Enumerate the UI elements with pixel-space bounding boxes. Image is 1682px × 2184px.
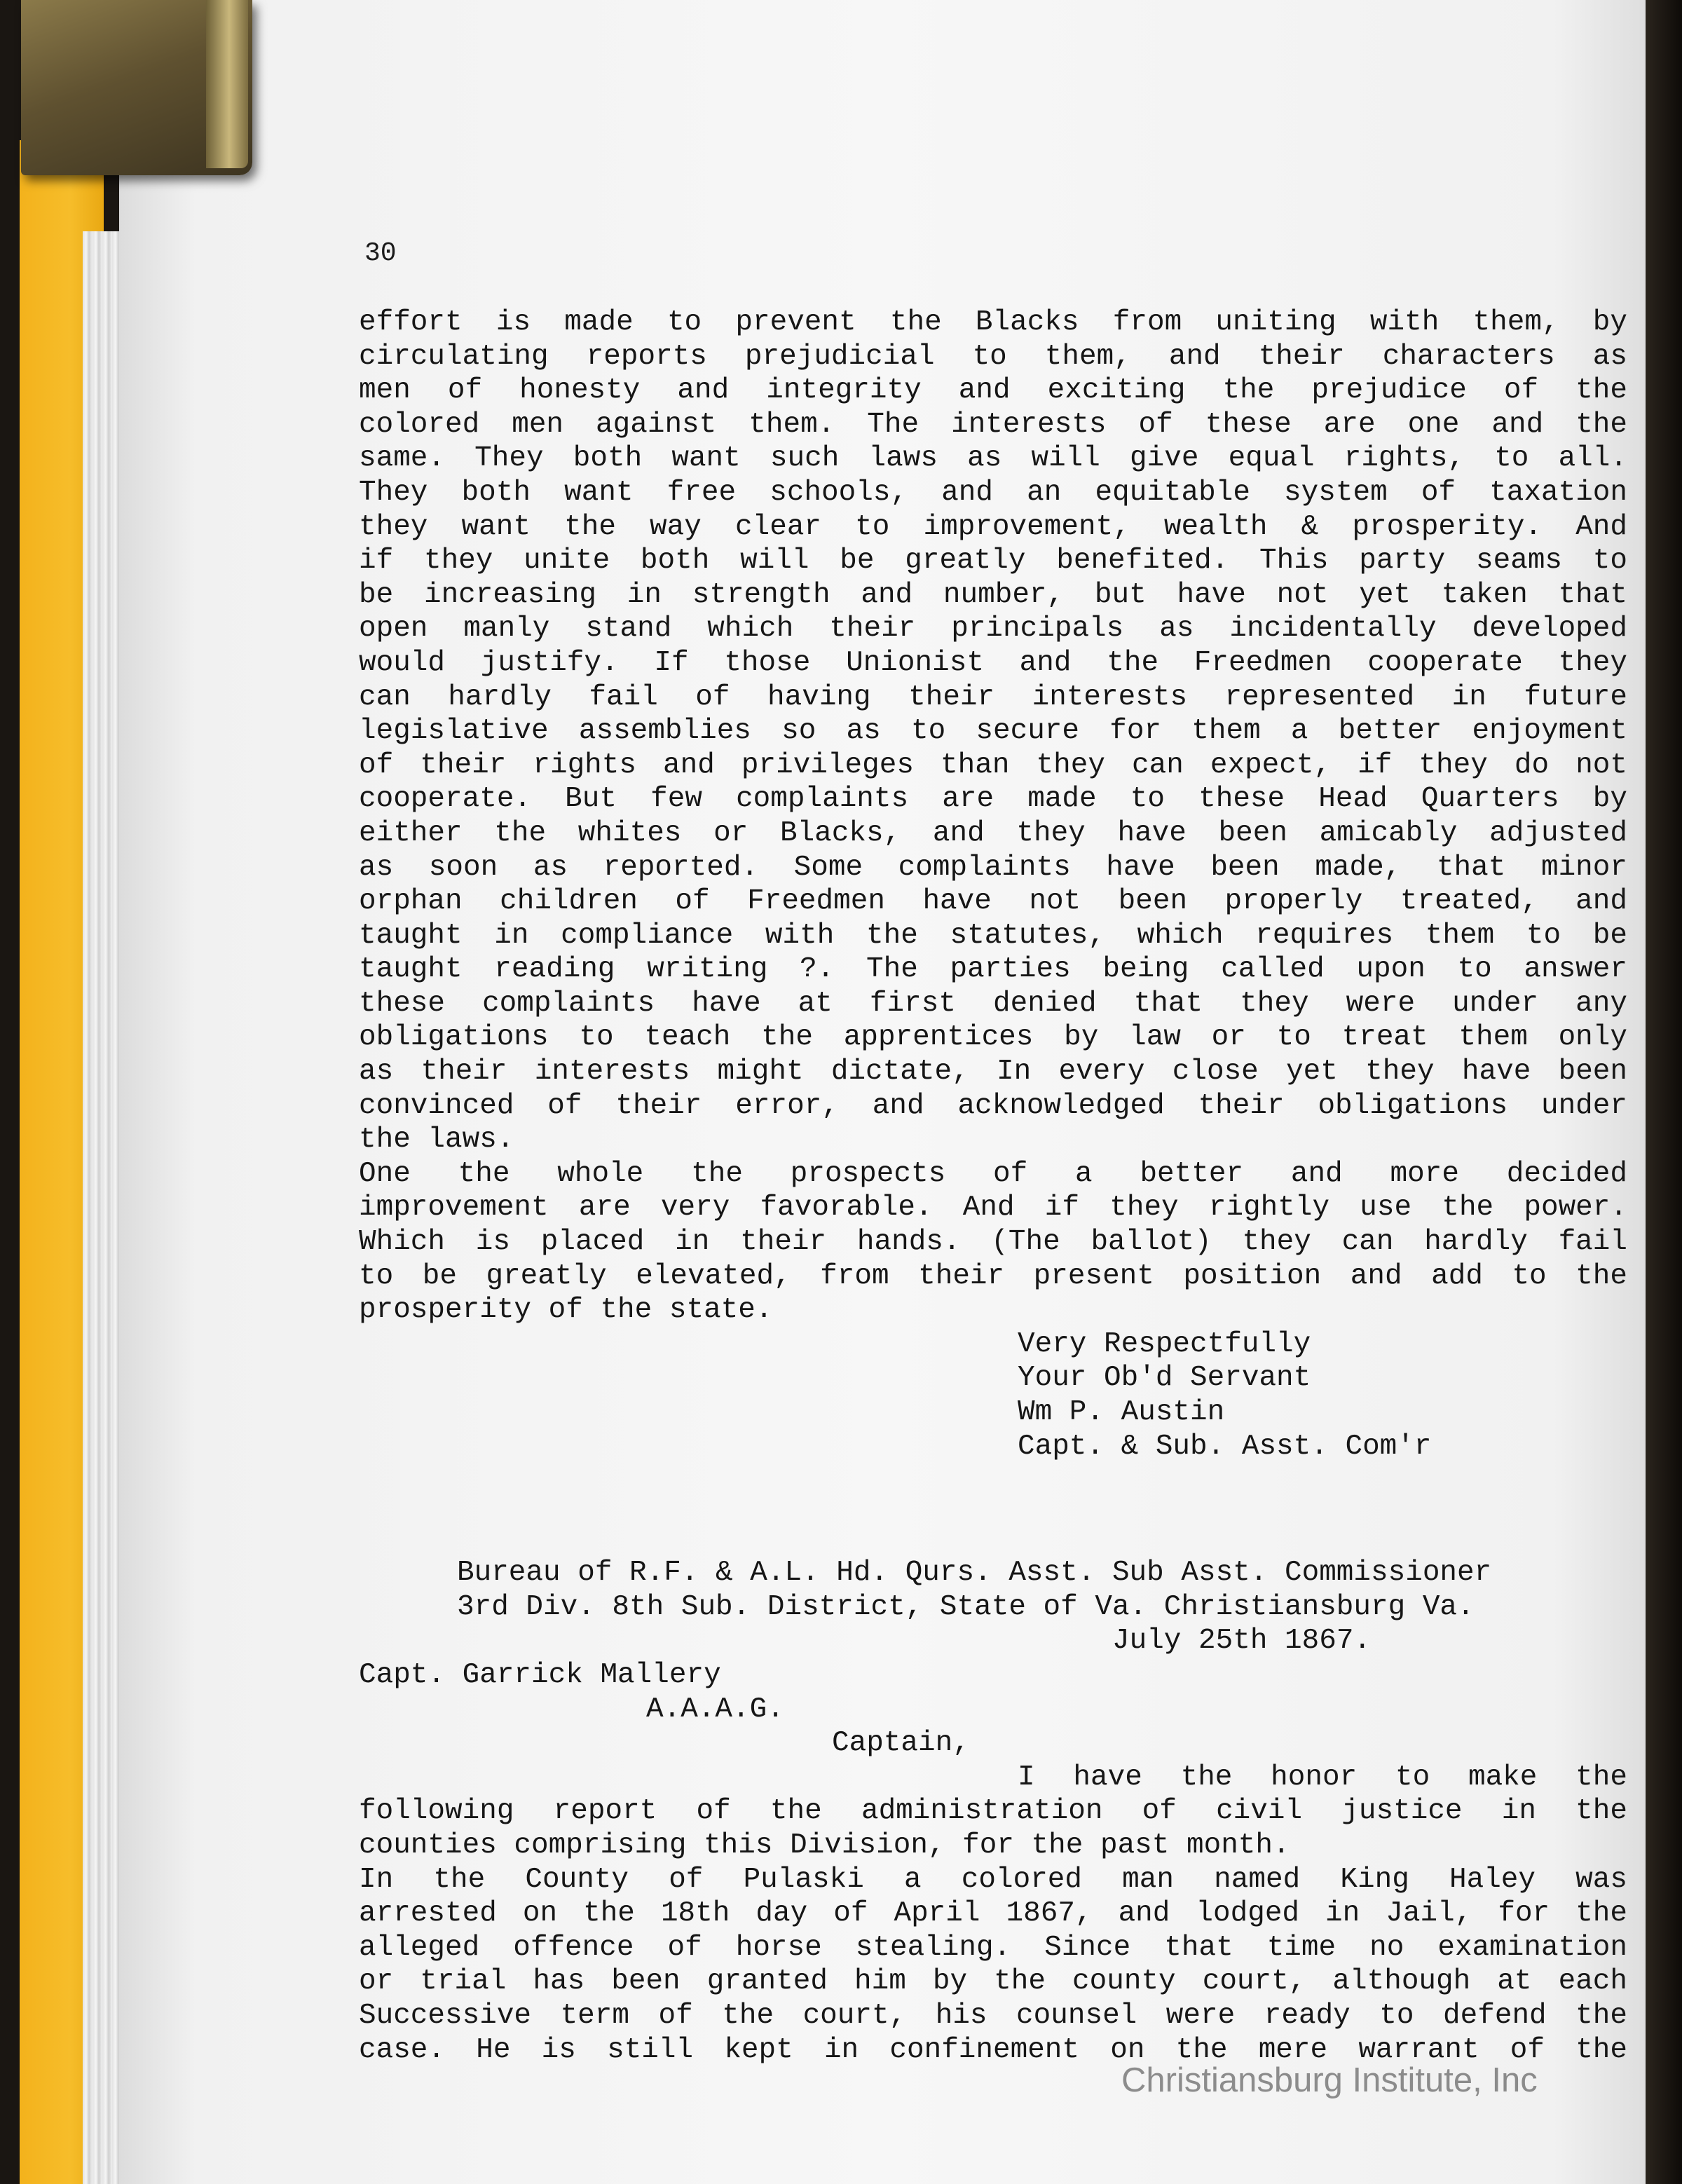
text-line: open manly stand which their principals as incidentally developed	[359, 613, 1627, 646]
text-line: these complaints have at first denied that they were under any	[359, 987, 1627, 1020]
text-line: if they unite both will be greatly benefited. This party seams to	[359, 545, 1627, 578]
page-number: 30	[364, 238, 397, 268]
heading-line: 3rd Div. 8th Sub. District, State of Va. Christiansburg Va.	[457, 1590, 1475, 1623]
text-line: the laws.	[359, 1124, 514, 1156]
text-line: improvement are very favorable. And if they rightly use the power.	[359, 1192, 1627, 1224]
right-background	[1646, 0, 1682, 2184]
text-line: I have the honor to make the	[1018, 1761, 1627, 1794]
text-line: prosperity of the state.	[359, 1294, 773, 1327]
letter1-body	[359, 306, 1627, 1157]
signature-servant: Your Ob'd Servant	[1018, 1362, 1311, 1395]
text-line: either the whites or Blacks, and they have been amicably adjusted	[359, 817, 1627, 849]
letter2-heading	[457, 1556, 1627, 1624]
document-text	[359, 238, 1627, 2067]
text-line: They both want free schools, and an equitable system of taxation	[359, 476, 1627, 509]
text-line: orphan children of Freedmen have not been properly treated, and	[359, 885, 1627, 918]
text-line: can hardly fail of having their interests represented in future	[359, 681, 1627, 714]
text-line: legislative assemblies so as to secure for them a better enjoyment	[359, 715, 1627, 748]
text-line: or trial has been granted him by the county court, although at each	[359, 1965, 1627, 1998]
letter2-body	[359, 1863, 1627, 2068]
letter-date: July 25th 1867.	[1112, 1625, 1372, 1658]
text-line: men of honesty and integrity and exciting the prejudice of the	[359, 374, 1627, 407]
text-line: as their interests might dictate, In every close yet they have been	[359, 1056, 1627, 1088]
text-line: of their rights and privileges than they can expect, if they do not	[359, 749, 1627, 782]
letter1-closing-paragraph	[359, 1157, 1627, 1328]
text-line: case. He is still kept in confinement on the mere warrant of the	[359, 2033, 1627, 2066]
text-line: effort is made to prevent the Blacks from uniting with them, by	[359, 306, 1627, 339]
text-line: counties comprising this Division, for the past month.	[359, 1829, 1290, 1862]
text-line: same. They both want such laws as will give equal rights, to all.	[359, 442, 1627, 475]
salutation: Captain,	[832, 1727, 970, 1760]
text-line: as soon as reported. Some complaints have been made, that minor	[359, 851, 1627, 884]
heading-line: Bureau of R.F. & A.L. Hd. Qurs. Asst. Sub Asst. Commissioner	[457, 1557, 1492, 1590]
text-line: be increasing in strength and number, but have not yet taken that	[359, 578, 1627, 611]
signature-closing: Very Respectfully	[1018, 1328, 1311, 1360]
addressee-title: A.A.A.G.	[646, 1693, 784, 1726]
text-line: following report of the administration of civil justice in the	[359, 1795, 1627, 1828]
watermark: Christiansburg Institute, Inc	[1121, 2061, 1538, 2099]
text-line: colored men against them. The interests of these are one and the	[359, 408, 1627, 441]
text-line: circulating reports prejudicial to them, and their characters as	[359, 340, 1627, 373]
text-line: One the whole the prospects of a better and more decided	[359, 1157, 1627, 1190]
text-line: cooperate. But few complaints are made to these Head Quarters by	[359, 783, 1627, 816]
text-line: taught reading writing ?. The parties being called upon to answer	[359, 953, 1627, 986]
addressee-name: Capt. Garrick Mallery	[359, 1658, 721, 1691]
text-line: Which is placed in their hands. (The ballot) they can hardly fail	[359, 1226, 1627, 1259]
binder-clip	[21, 0, 252, 175]
text-line: arrested on the 18th day of April 1867, and lodged in Jail, for the	[359, 1897, 1627, 1930]
signature-name: Wm P. Austin	[1018, 1396, 1225, 1428]
text-line: would justify. If those Unionist and the Freedmen cooperate they	[359, 646, 1627, 679]
text-line: they want the way clear to improvement, wealth & prosperity. And	[359, 510, 1627, 543]
signature-title: Capt. & Sub. Asst. Com'r	[1018, 1430, 1432, 1463]
text-line: convinced of their error, and acknowledged their obligations under	[359, 1089, 1627, 1122]
text-line: In the County of Pulaski a colored man named King Haley was	[359, 1863, 1627, 1896]
text-line: obligations to teach the apprentices by law or to treat them only	[359, 1021, 1627, 1054]
text-line: alleged offence of horse stealing. Since that time no examination	[359, 1931, 1627, 1964]
letter2-opening	[359, 1761, 1627, 1863]
text-line: taught in compliance with the statutes, which requires them to be	[359, 919, 1627, 952]
text-line: to be greatly elevated, from their present position and add to the	[359, 1260, 1627, 1292]
signature-block	[1018, 1328, 1627, 1463]
text-line: Successive term of the court, his counsel were ready to defend the	[359, 1999, 1627, 2032]
